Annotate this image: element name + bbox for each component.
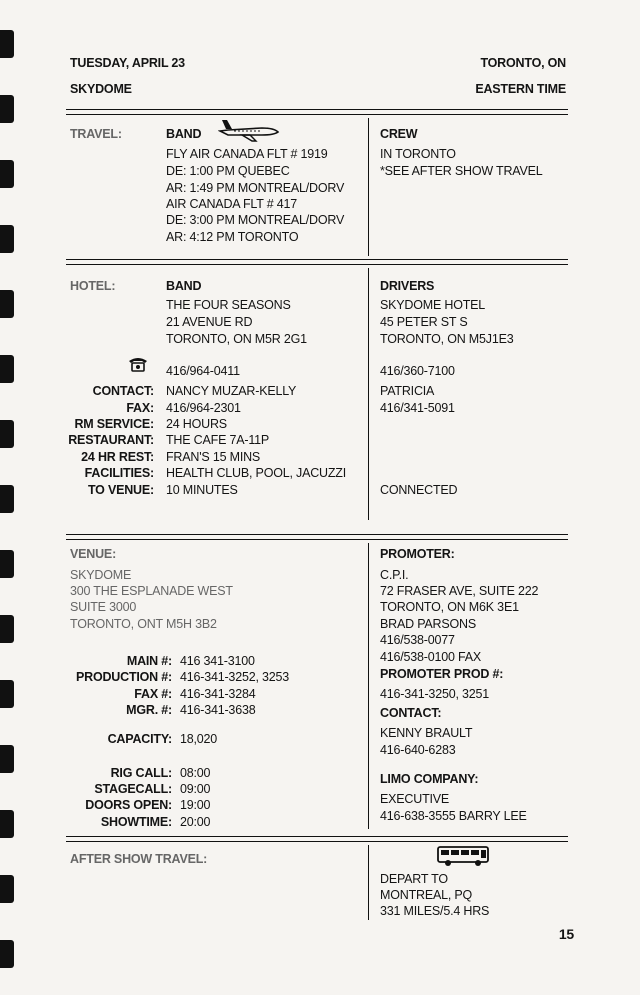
travel-band-line: AR: 1:49 PM MONTREAL/DORV [166,181,345,195]
travel-band-line: DE: 3:00 PM MONTREAL/DORV [166,213,345,227]
hotel-address-line: TORONTO, ON M5R 2G1 [166,332,307,346]
venue-time-value: 20:00 [180,815,211,829]
venue-time-value: 08:00 [180,766,211,780]
promoter-line: 72 FRASER AVE, SUITE 222 [380,584,539,598]
promoter-contact-line: KENNY BRAULT [380,726,473,740]
promoter-line: TORONTO, ON M6K 3E1 [380,600,519,614]
hotel-band-heading: BAND [166,279,202,293]
hotel-detail-label: RESTAURANT: [68,433,154,447]
phone-icon [128,356,148,372]
hotel-detail-label: FACILITIES: [84,466,154,480]
travel-crew-line: IN TORONTO [380,147,456,161]
travel-band-line: FLY AIR CANADA FLT # 1919 [166,147,328,161]
hotel-detail-value: THE CAFE 7A-11P [166,433,270,447]
limo-line: 416-638-3555 BARRY LEE [380,809,527,823]
hotel-detail-label: FAX: [126,401,154,415]
header-venue: SKYDOME [70,82,132,96]
binding-spine [0,0,16,995]
hotel-address-line: 21 AVENUE RD [166,315,253,329]
promoter-line: BRAD PARSONS [380,617,477,631]
promoter-prod-heading: PROMOTER PROD #: [380,667,504,681]
hotel-detail-value: HEALTH CLUB, POOL, JACUZZI [166,466,347,480]
hotel-detail-value: 416/964-2301 [166,401,241,415]
venue-address-line: TORONTO, ONT M5H 3B2 [70,617,217,631]
header-city: TORONTO, ON [480,56,566,70]
venue-address-line: SUITE 3000 [70,600,137,614]
venue-time-value: 19:00 [180,798,211,812]
venue-number-value: 416-341-3638 [180,703,256,717]
hotel-address-line: THE FOUR SEASONS [166,298,291,312]
drivers-phone: 416/360-7100 [380,364,455,378]
capacity-value: 18,020 [180,732,218,746]
travel-band-line: DE: 1:00 PM QUEBEC [166,164,290,178]
hotel-detail-label: TO VENUE: [87,483,154,497]
hotel-detail-label: CONTACT: [92,384,154,398]
promoter-line: 416/538-0100 FAX [380,650,482,664]
hotel-detail-value: FRAN'S 15 MINS [166,450,261,464]
venue-time-label: RIG CALL: [110,766,172,780]
after-show-line: MONTREAL, PQ [380,888,473,902]
promoter-prod-value: 416-341-3250, 3251 [380,687,489,701]
venue-time-label: SHOWTIME: [100,815,172,829]
venue-time-value: 09:00 [180,782,211,796]
drivers-connected: CONNECTED [380,483,458,497]
hotel-detail-label: 24 HR REST: [81,450,154,464]
header-timezone: EASTERN TIME [475,82,566,96]
plane-icon [218,118,280,142]
page-number: 15 [558,926,574,942]
venue-number-value: 416-341-3284 [180,687,256,701]
venue-number-value: 416-341-3252, 3253 [180,670,289,684]
travel-crew-heading: CREW [380,127,418,141]
after-show-label: AFTER SHOW TRAVEL: [70,852,208,866]
after-show-line: 331 MILES/5.4 HRS [380,904,490,918]
promoter-contact-line: 416-640-6283 [380,743,456,757]
promoter-contact-heading: CONTACT: [380,706,442,720]
hotel-label: HOTEL: [70,279,116,293]
travel-band-heading: BAND [166,127,202,141]
capacity-label: CAPACITY: [107,732,172,746]
promoter-line: 416/538-0077 [380,633,455,647]
header-date: TUESDAY, APRIL 23 [70,56,185,70]
travel-crew-line: *SEE AFTER SHOW TRAVEL [380,164,543,178]
venue-time-label: DOORS OPEN: [85,798,172,812]
after-show-line: DEPART TO [380,872,448,886]
venue-number-label: PRODUCTION #: [75,670,172,684]
hotel-phone: 416/964-0411 [166,364,240,378]
venue-address-line: 300 THE ESPLANADE WEST [70,584,233,598]
venue-number-label: FAX #: [134,687,172,701]
drivers-address-line: TORONTO, ON M5J1E3 [380,332,514,346]
venue-label: VENUE: [70,547,117,561]
venue-number-label: MGR. #: [126,703,172,717]
drivers-address-line: 45 PETER ST S [380,315,468,329]
drivers-contact-line: 416/341-5091 [380,401,455,415]
venue-address-line: SKYDOME [70,568,132,582]
venue-time-label: STAGECALL: [94,782,172,796]
venue-number-value: 416 341-3100 [180,654,255,668]
limo-heading: LIMO COMPANY: [380,772,479,786]
hotel-detail-label: RM SERVICE: [74,417,154,431]
drivers-contact-line: PATRICIA [380,384,435,398]
travel-band-line: AR: 4:12 PM TORONTO [166,230,299,244]
hotel-detail-value: NANCY MUZAR-KELLY [166,384,297,398]
promoter-line: C.P.I. [380,568,409,582]
bus-icon [436,844,492,868]
hotel-detail-value: 24 HOURS [166,417,227,431]
venue-number-label: MAIN #: [126,654,172,668]
promoter-heading: PROMOTER: [380,547,455,561]
travel-band-line: AIR CANADA FLT # 417 [166,197,298,211]
drivers-heading: DRIVERS [380,279,435,293]
travel-label: TRAVEL: [70,127,122,141]
limo-line: EXECUTIVE [380,792,450,806]
drivers-address-line: SKYDOME HOTEL [380,298,486,312]
hotel-detail-value: 10 MINUTES [166,483,238,497]
